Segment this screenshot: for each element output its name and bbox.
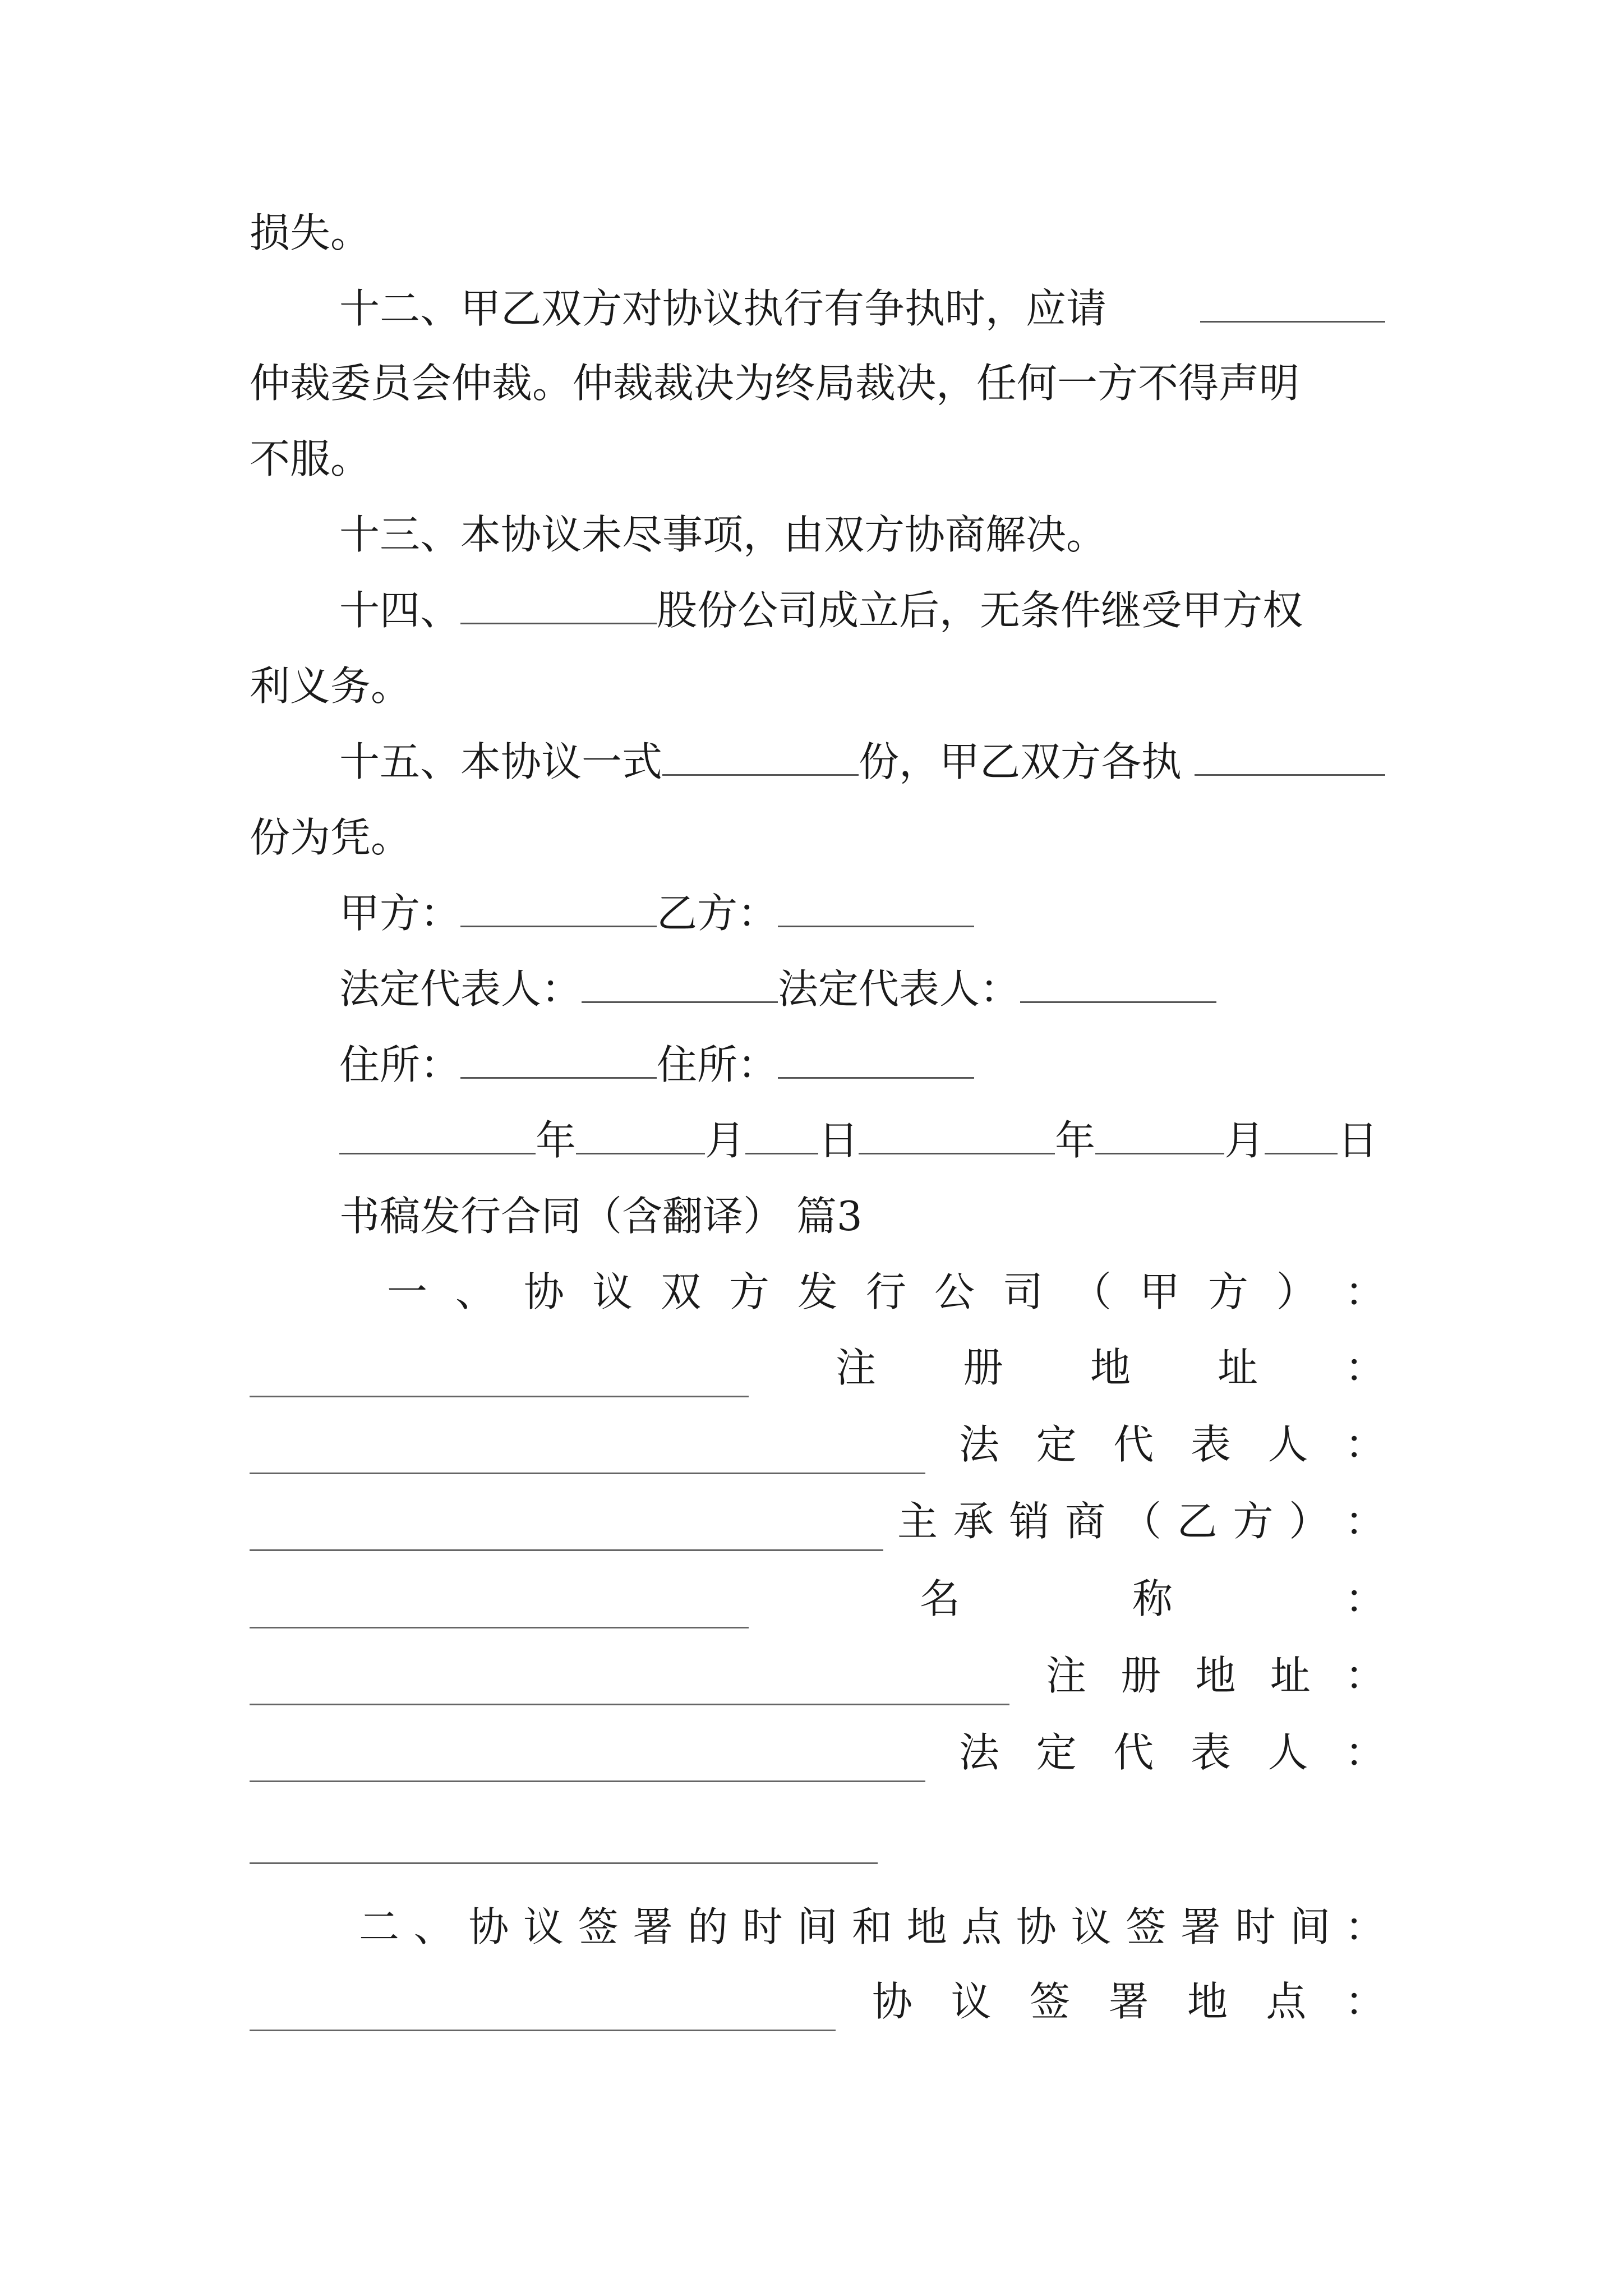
legal-rep-b-value-blank[interactable] (250, 1862, 878, 1864)
char: 签 (578, 1903, 619, 1950)
legal-rep-b-label: 法定代表人： (778, 965, 1021, 1013)
clause-12-line (339, 280, 1385, 337)
text-line (250, 809, 411, 866)
legal-rep-b-blank[interactable] (1020, 967, 1216, 1003)
char: 地 (1187, 1978, 1228, 2025)
char: 主 (897, 1498, 938, 1545)
year-label: 年 (536, 1117, 577, 1164)
char: ： (1344, 1498, 1385, 1545)
clause-15-line (339, 734, 1385, 790)
party-a-label: 甲方： (339, 890, 461, 937)
char: 议 (1071, 1903, 1112, 1950)
char: ） (1289, 1498, 1330, 1545)
reg-address-a-label (836, 1340, 1385, 1396)
legal-rep-a-label (959, 1416, 1385, 1473)
party-b-blank[interactable] (778, 891, 974, 927)
char: 人 (1267, 1421, 1308, 1468)
clause-13-line (339, 507, 1106, 563)
day-label: 日 (1338, 1117, 1378, 1164)
char: 签 (1029, 1978, 1070, 2025)
clause-13-text: 十三、本协议未尽事项，由双方协商解决。 (339, 511, 1107, 558)
char: 址 (1217, 1344, 1258, 1391)
clause-1-line (387, 1264, 1385, 1320)
underwriter-label (897, 1493, 1385, 1549)
char: 乙 (1177, 1498, 1218, 1545)
clause-12-text: 十二、甲乙双方对协议执行有争执时，应请 (339, 285, 1107, 332)
month-blank[interactable] (576, 1118, 705, 1154)
reg-address-b-blank[interactable] (250, 1704, 1009, 1705)
char: 表 (1190, 1421, 1231, 1468)
month-blank[interactable] (1095, 1118, 1224, 1154)
section-heading (339, 1188, 863, 1244)
char: 定 (1036, 1421, 1077, 1468)
char: 方 (728, 1268, 769, 1315)
char: 署 (1108, 1978, 1149, 2025)
char: 发 (797, 1268, 838, 1315)
fill-blank[interactable] (460, 588, 657, 624)
char: 册 (962, 1344, 1003, 1391)
char: 承 (953, 1498, 994, 1545)
char: 一 (387, 1268, 428, 1315)
sign-place-label (872, 1973, 1385, 2030)
paragraph-text: 仲裁委员会仲裁。仲裁裁决为终局裁决，任何一方不得声明 (250, 360, 1300, 407)
legal-rep-b-label (959, 1724, 1385, 1780)
char: 和 (851, 1903, 892, 1950)
clause-2-line (359, 1899, 1385, 1955)
char: 址 (1270, 1652, 1311, 1699)
char: ： (1344, 1421, 1385, 1468)
char: 协 (523, 1268, 564, 1315)
char: 协 (1016, 1903, 1057, 1950)
char: 表 (1190, 1729, 1231, 1776)
char: ： (1344, 1978, 1385, 2025)
char: 法 (959, 1421, 1000, 1468)
address-b-label: 住所： (657, 1041, 778, 1088)
char: 称 (1132, 1575, 1173, 1622)
text-line (250, 658, 411, 714)
clause-15-prefix: 十五、本协议一式 (339, 738, 663, 785)
char: 注 (836, 1344, 877, 1391)
party-a-blank[interactable] (460, 891, 657, 927)
legal-rep-a-label: 法定代表人： (339, 965, 582, 1013)
char: 间 (1290, 1903, 1331, 1950)
name-label (920, 1571, 1385, 1627)
char: ： (1344, 1344, 1385, 1391)
paragraph-text: 利义务。 (250, 662, 412, 710)
char: （ (1121, 1498, 1161, 1545)
party-b-label: 乙方： (657, 890, 778, 937)
address-line (339, 1037, 974, 1093)
day-blank[interactable] (745, 1118, 818, 1154)
fill-blank[interactable] (662, 739, 859, 776)
clause-14-line (339, 582, 1303, 638)
party-line (339, 885, 974, 941)
char: 法 (959, 1729, 1000, 1776)
char: 甲 (1139, 1268, 1180, 1315)
paragraph-text: 不服。 (250, 435, 371, 482)
year-blank[interactable] (339, 1118, 536, 1154)
year-blank[interactable] (859, 1118, 1055, 1154)
char: （ (1071, 1268, 1112, 1315)
legal-rep-a-blank[interactable] (250, 1473, 925, 1474)
address-b-blank[interactable] (778, 1042, 974, 1079)
clause-14-text: 股份公司成立后，无条件继受甲方权 (657, 587, 1303, 634)
char: 定 (1036, 1729, 1077, 1776)
clause-15-mid: 份，甲乙双方各执 (859, 738, 1182, 785)
clause-2-text (359, 1899, 1385, 1955)
fill-blank[interactable] (1200, 286, 1385, 323)
char: 公 (934, 1268, 975, 1315)
char: 人 (1267, 1729, 1308, 1776)
day-label: 日 (818, 1117, 859, 1164)
fill-blank[interactable] (1195, 739, 1385, 776)
char: 地 (906, 1903, 947, 1950)
month-label: 月 (1224, 1117, 1265, 1164)
char: ） (1276, 1268, 1317, 1315)
char: 署 (1180, 1903, 1221, 1950)
text-line (250, 431, 371, 487)
char: ： (1344, 1652, 1385, 1699)
reg-address-b-label (1046, 1648, 1385, 1704)
char: 注 (1046, 1652, 1087, 1699)
char: 行 (865, 1268, 906, 1315)
char: ： (1344, 1575, 1385, 1622)
char: 代 (1113, 1729, 1154, 1776)
year-label: 年 (1055, 1117, 1096, 1164)
legal-rep-a-blank[interactable] (582, 967, 778, 1003)
paragraph-text: 份为凭。 (250, 814, 412, 861)
char: 方 (1233, 1498, 1274, 1545)
char: 方 (1207, 1268, 1248, 1315)
char: ： (1344, 1729, 1385, 1776)
char: 名 (920, 1575, 961, 1622)
char: 点 (1266, 1978, 1307, 2025)
month-label: 月 (705, 1117, 746, 1164)
paragraph-text: 损失。 (250, 209, 371, 256)
sign-time-blank[interactable] (250, 2030, 836, 2031)
char: 双 (660, 1268, 701, 1315)
char: 册 (1121, 1652, 1161, 1699)
legal-rep-line (339, 961, 1216, 1017)
char: 、 (455, 1268, 496, 1315)
char: 时 (1235, 1903, 1276, 1950)
name-blank[interactable] (250, 1627, 749, 1628)
char: 地 (1090, 1344, 1131, 1391)
day-blank[interactable] (1265, 1118, 1338, 1154)
char: ： (1344, 1268, 1385, 1315)
char: 议 (592, 1268, 633, 1315)
char: 商 (1065, 1498, 1106, 1545)
char: 地 (1195, 1652, 1236, 1699)
char: 销 (1009, 1498, 1050, 1545)
char: 签 (1126, 1903, 1166, 1950)
char: ： (1344, 1903, 1385, 1950)
address-a-label: 住所： (339, 1041, 461, 1088)
char: 司 (1002, 1268, 1043, 1315)
text-line (250, 355, 1299, 411)
clause-14-prefix: 十四、 (339, 587, 461, 634)
char: 署 (633, 1903, 674, 1950)
date-line (339, 1112, 1378, 1168)
char: 议 (951, 1978, 992, 2025)
section-heading-text: 书稿发行合同（含翻译） 篇3 (339, 1193, 863, 1240)
char: 、 (413, 1903, 454, 1950)
address-a-blank[interactable] (460, 1042, 657, 1079)
text-line (250, 205, 371, 261)
char: 议 (523, 1903, 564, 1950)
char: 间 (797, 1903, 838, 1950)
legal-rep-b-blank[interactable] (250, 1780, 925, 1782)
underwriter-blank[interactable] (250, 1549, 883, 1551)
reg-address-a-blank[interactable] (250, 1396, 749, 1397)
char: 点 (961, 1903, 1002, 1950)
char: 代 (1113, 1421, 1154, 1468)
char: 二 (359, 1903, 400, 1950)
char: 协 (872, 1978, 913, 2025)
char: 时 (742, 1903, 783, 1950)
char: 协 (468, 1903, 509, 1950)
char: 的 (687, 1903, 728, 1950)
clause-1-text (387, 1264, 1385, 1320)
